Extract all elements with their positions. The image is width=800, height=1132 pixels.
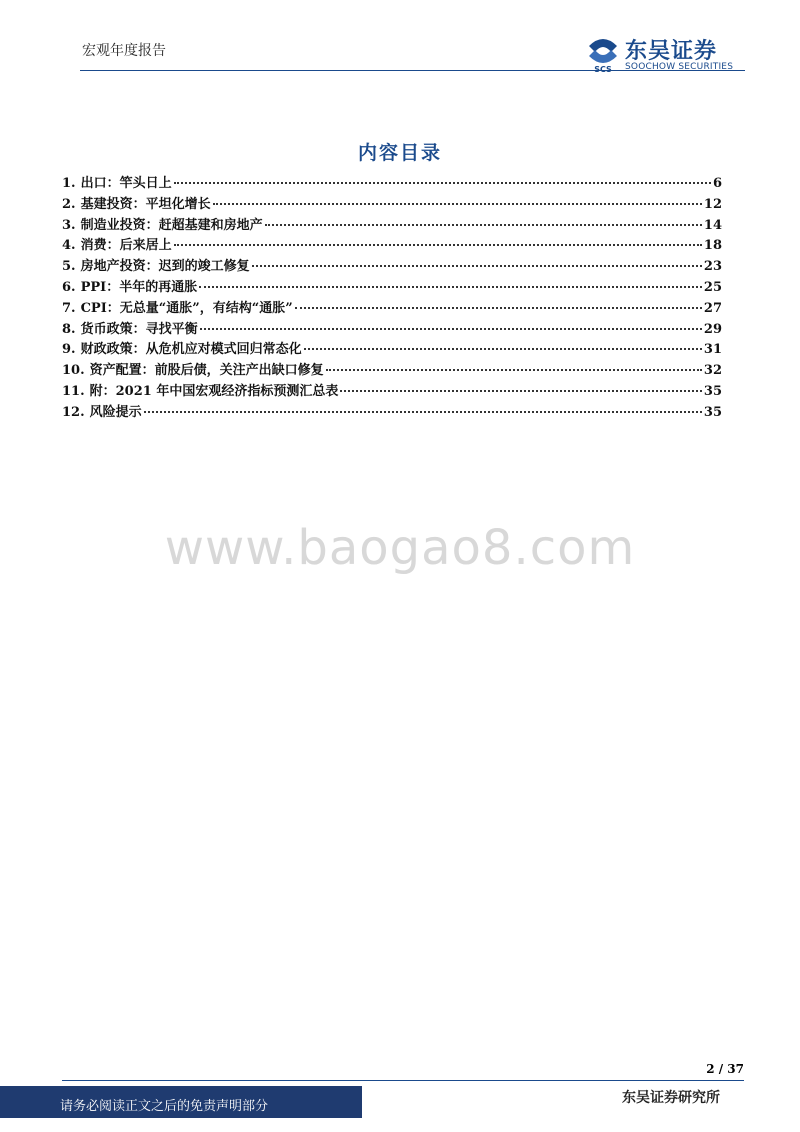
- toc-item-page: 23: [703, 259, 722, 275]
- toc-leader-dots: [174, 244, 702, 246]
- toc-leader-dots: [326, 369, 702, 371]
- toc-leader-dots: [252, 265, 702, 267]
- toc-title: 内容目录: [357, 142, 442, 164]
- toc-item[interactable]: [62, 338, 722, 359]
- toc-item-page: 6: [712, 176, 722, 191]
- toc-item-title: 基建投资：平坦化增长: [80, 196, 211, 212]
- toc-item[interactable]: [62, 172, 722, 193]
- toc-item[interactable]: [62, 401, 722, 422]
- toc-item-page: 35: [703, 383, 722, 399]
- disclaimer-notice: 请务必阅读正文之后的免责声明部分: [60, 1099, 269, 1114]
- toc-item-title: 资产配置：前股后债，关注产出缺口修复: [89, 363, 324, 379]
- logo-chinese-name: 东吴证券: [625, 39, 718, 64]
- toc-item-page: 31: [703, 342, 722, 358]
- toc-leader-dots: [174, 182, 711, 184]
- toc-item[interactable]: [62, 234, 722, 255]
- toc-item-page: 14: [703, 217, 722, 233]
- toc-item-page: 12: [703, 196, 722, 212]
- toc-leader-dots: [295, 307, 702, 309]
- report-type-label: 宏观年度报告: [82, 43, 166, 59]
- toc-leader-dots: [340, 390, 702, 392]
- logo-english-name: SOOCHOW SECURITIES: [625, 62, 734, 72]
- toc-leader-dots: [144, 411, 702, 413]
- toc-item[interactable]: [62, 359, 722, 380]
- toc-leader-dots: [213, 203, 702, 205]
- toc-item-title: 出口：竿头日上: [80, 176, 172, 191]
- toc-item-page: 29: [703, 321, 722, 337]
- toc-item-title: 房地产投资：迟到的竣工修复: [80, 259, 250, 275]
- toc-item[interactable]: [62, 276, 722, 297]
- institute-name: 东吴证券研究所: [622, 1090, 720, 1106]
- toc-item-number: 11.: [62, 383, 85, 399]
- toc-item-title: CPI：无总量“通胀”，有结构“通胀”: [80, 300, 293, 316]
- toc-item-number: 7.: [62, 300, 76, 316]
- soochow-logo-icon: [585, 34, 621, 74]
- toc-item[interactable]: [62, 214, 722, 235]
- toc-item-number: 4.: [62, 238, 76, 254]
- toc-item-number: 5.: [62, 259, 76, 275]
- toc-item-title: 财政政策：从危机应对模式回归常态化: [80, 342, 302, 358]
- toc-item[interactable]: [62, 380, 722, 401]
- toc-item-title: 附：2021 年中国宏观经济指标预测汇总表: [89, 383, 339, 399]
- toc-item[interactable]: [62, 255, 722, 276]
- toc-item-number: 10.: [62, 363, 85, 379]
- table-of-contents: [62, 172, 722, 422]
- toc-item-number: 12.: [62, 404, 85, 420]
- toc-item-title: 风险提示: [89, 404, 142, 420]
- toc-item-page: 35: [703, 404, 722, 420]
- footer-divider: [62, 1080, 744, 1081]
- toc-item-page: 25: [703, 279, 722, 295]
- toc-item-number: 1.: [62, 176, 76, 191]
- toc-item-title: 制造业投资：赶超基建和房地产: [80, 217, 263, 233]
- toc-item-number: 8.: [62, 321, 76, 337]
- header-divider: [80, 70, 745, 71]
- toc-leader-dots: [199, 286, 702, 288]
- toc-leader-dots: [304, 348, 702, 350]
- toc-item-page: 32: [703, 363, 722, 379]
- toc-item-title: 消费：后来居上: [80, 238, 172, 254]
- toc-item-number: 6.: [62, 279, 76, 295]
- toc-item-title: 货币政策：寻找平衡: [80, 321, 198, 337]
- toc-item[interactable]: [62, 297, 722, 318]
- watermark: www.baogao8.com: [164, 520, 636, 576]
- toc-item[interactable]: [62, 318, 722, 339]
- toc-leader-dots: [265, 224, 702, 226]
- toc-item-number: 3.: [62, 217, 76, 233]
- toc-item-page: 18: [703, 238, 722, 254]
- toc-leader-dots: [200, 328, 702, 330]
- toc-item-number: 9.: [62, 342, 76, 358]
- toc-item-title: PPI：半年的再通胀: [80, 279, 198, 295]
- toc-item-number: 2.: [62, 196, 76, 212]
- toc-item-page: 27: [703, 300, 722, 316]
- page-indicator: 2 / 37: [706, 1062, 744, 1076]
- logo-mark-text: SCS: [594, 65, 612, 74]
- toc-item[interactable]: [62, 193, 722, 214]
